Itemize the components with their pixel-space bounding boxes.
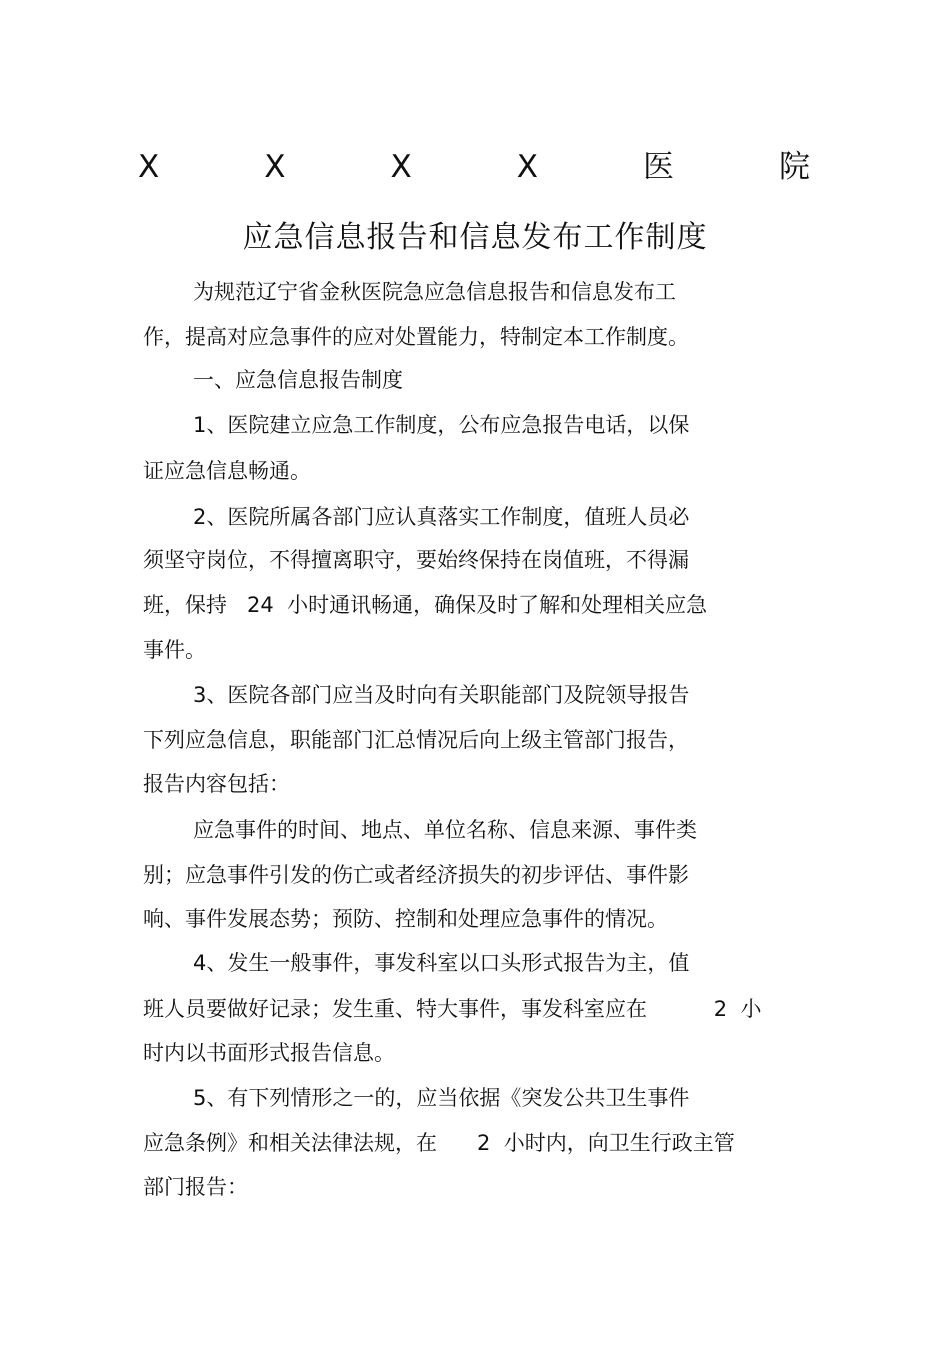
body-line: 报告内容包括： xyxy=(143,772,290,796)
body-line: 3、医院各部门应当及时向有关职能部门及院领导报告 xyxy=(193,683,690,707)
body-line: 别；应急事件引发的伤亡或者经济损失的初步评估、事件影 xyxy=(143,863,689,887)
body-line: 时内以书面形式报告信息。 xyxy=(143,1041,395,1065)
header-char: 医 xyxy=(643,149,674,185)
body-line: 部门报告： xyxy=(143,1175,248,1199)
document-title: 应急信息报告和信息发布工作制度 xyxy=(242,220,708,255)
body-line: 4、发生一般事件，事发科室以口头形式报告为主，值 xyxy=(193,951,690,975)
hospital-name-header xyxy=(138,146,810,188)
body-line: 班人员要做好记录；发生重、特大事件，事发科室应在 2 小 xyxy=(143,997,762,1021)
body-line: 5、有下列情形之一的，应当依据《突发公共卫生事件 xyxy=(193,1086,690,1110)
header-char: X xyxy=(516,149,538,185)
body-line: 响、事件发展态势；预防、控制和处理应急事件的情况。 xyxy=(143,907,668,931)
header-char: X xyxy=(138,149,160,185)
section-heading: 一、应急信息报告制度 xyxy=(193,368,403,392)
header-char: 院 xyxy=(779,149,810,185)
body-line: 2、医院所属各部门应认真落实工作制度，值班人员必 xyxy=(193,505,690,529)
body-line: 应急事件的时间、地点、单位名称、信息来源、事件类 xyxy=(193,818,697,842)
header-char: X xyxy=(390,149,412,185)
body-line: 班，保持 24 小时通讯畅通，确保及时了解和处理相关应急 xyxy=(143,593,708,617)
body-line: 作，提高对应急事件的应对处置能力，特制定本工作制度。 xyxy=(143,325,689,349)
header-char: X xyxy=(264,149,286,185)
body-line: 须坚守岗位，不得擅离职守，要始终保持在岗值班，不得漏 xyxy=(143,548,689,572)
body-line: 事件。 xyxy=(143,638,206,662)
body-line: 1、医院建立应急工作制度，公布应急报告电话，以保 xyxy=(193,413,690,437)
body-line: 证应急信息畅通。 xyxy=(143,459,311,483)
body-line: 为规范辽宁省金秋医院急应急信息报告和信息发布工 xyxy=(193,280,676,304)
body-line: 下列应急信息，职能部门汇总情况后向上级主管部门报告， xyxy=(143,728,689,752)
body-line: 应急条例》和相关法律法规，在 2 小时内，向卫生行政主管 xyxy=(143,1131,735,1155)
